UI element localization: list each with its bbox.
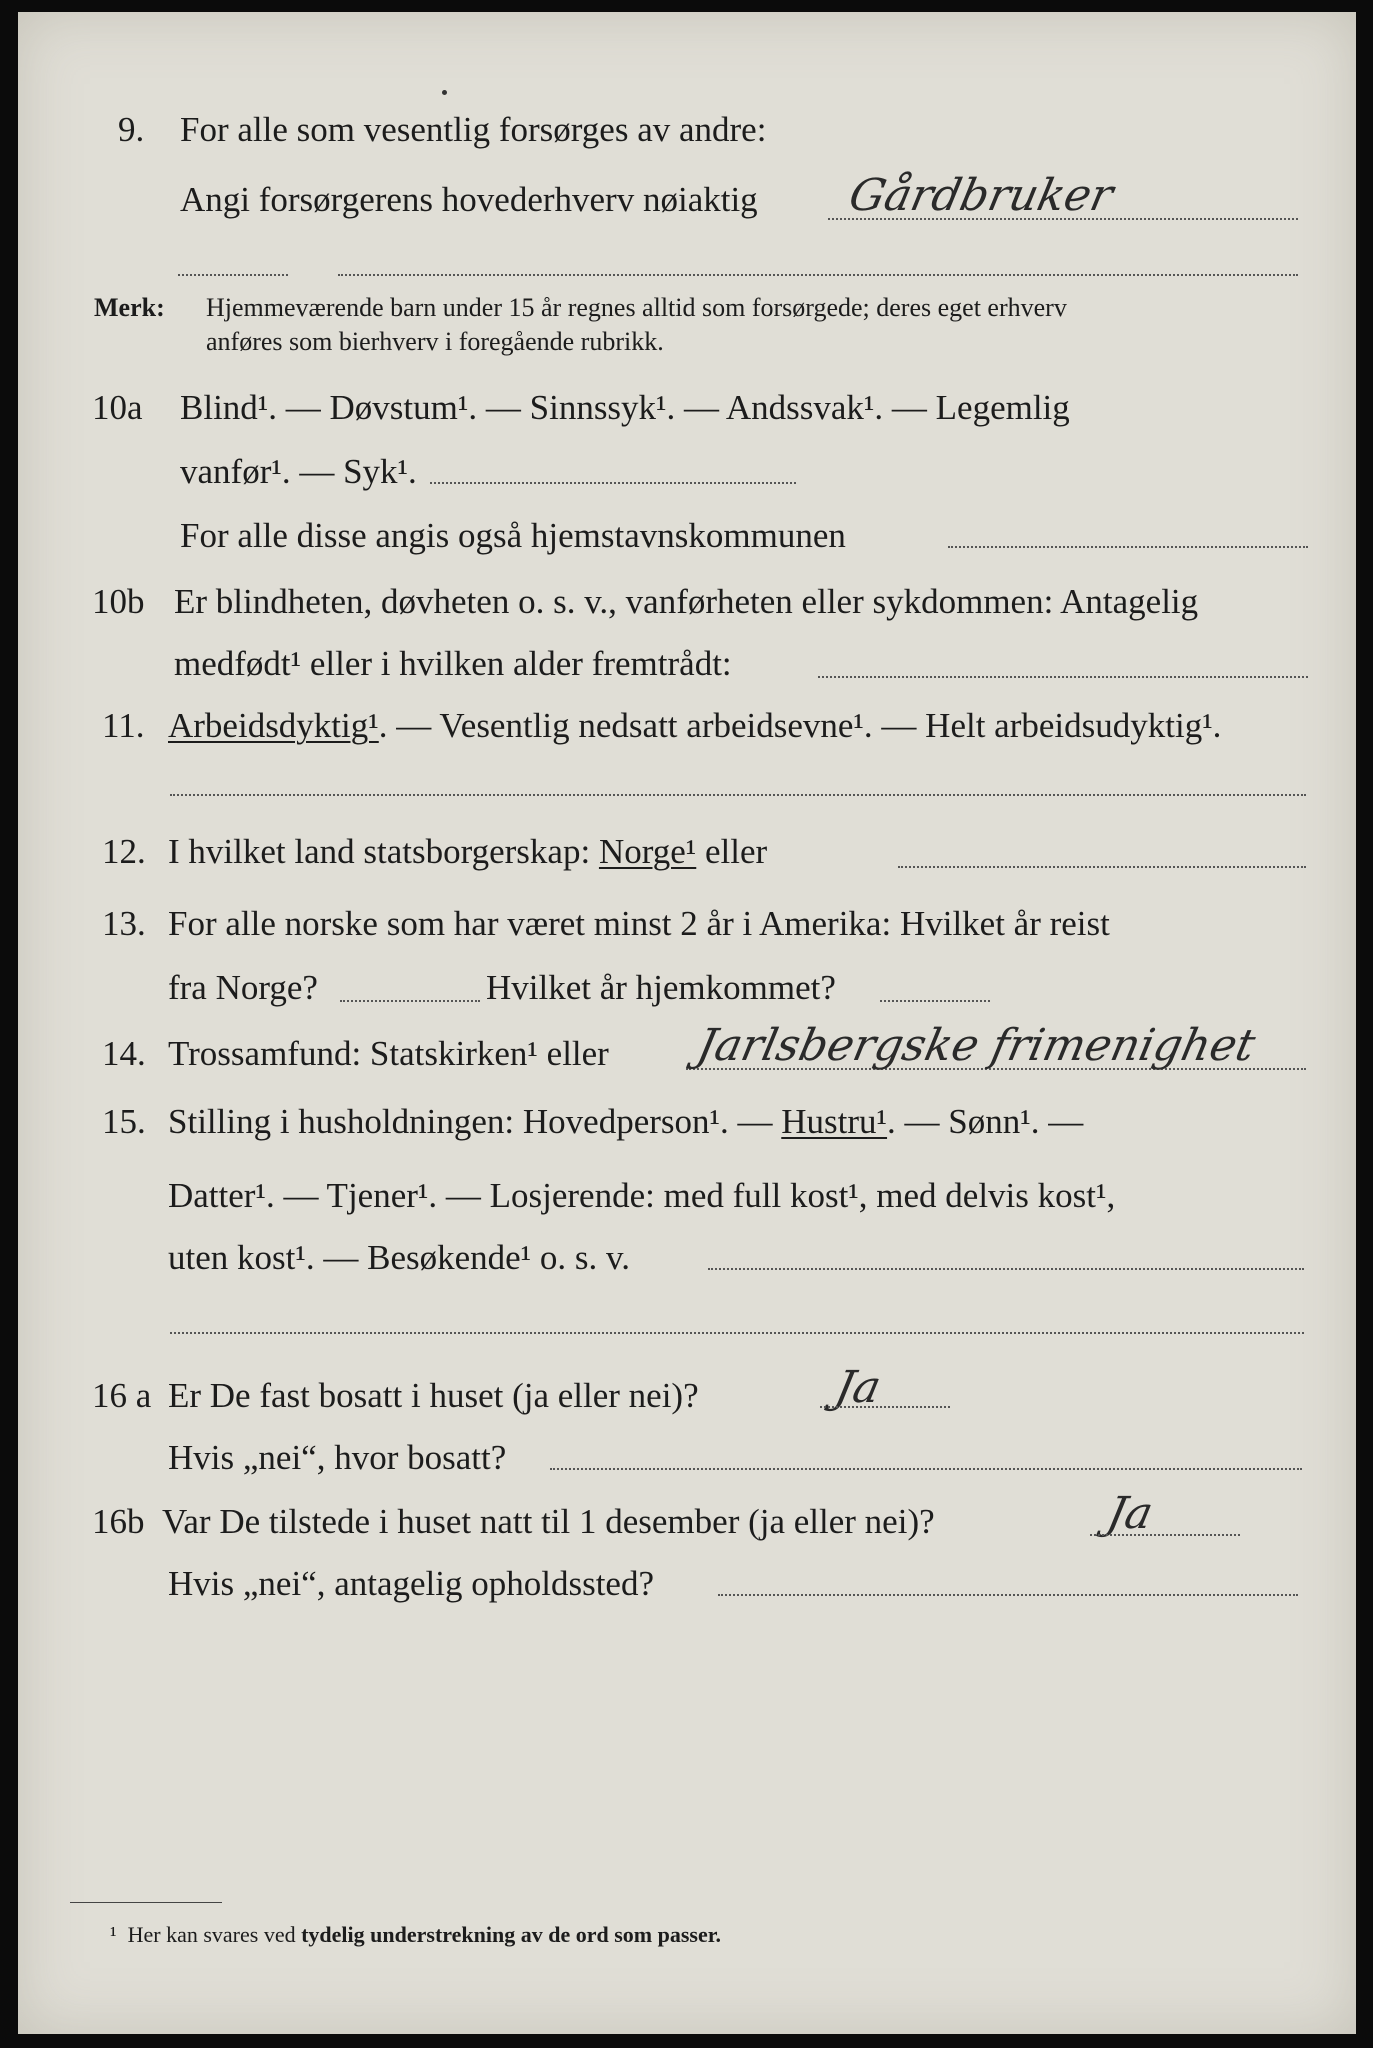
q11-answer-line: [170, 794, 1306, 796]
q16b-opholdssted-line: [718, 1594, 1298, 1596]
q9-handwritten-answer: Gårdbruker: [844, 170, 1118, 221]
footnote-pre: Her kan svares ved: [127, 1922, 296, 1947]
q12-number: 12.: [102, 832, 146, 871]
footnote-bold: tydelig understrekning av de ord som passer.: [301, 1922, 721, 1947]
q16b-line2: Hvis „nei“, antagelig opholdssted?: [168, 1564, 654, 1603]
q13-reist-line: [340, 1000, 480, 1002]
q13-number: 13.: [102, 904, 146, 943]
q15-line2: Datter¹. — Tjener¹. — Losjerende: med full kost¹, med delvis kost¹,: [168, 1176, 1116, 1215]
q16b-answer-line: [1090, 1534, 1240, 1536]
footnote: [110, 1922, 721, 1948]
q12-answer-line: [898, 866, 1306, 868]
q10b-number: 10b: [92, 582, 145, 621]
q16a-answer-line: [820, 1406, 950, 1408]
q13-hjemkommet-line: [880, 1000, 990, 1002]
q16b-handwritten-answer: Ja: [1102, 1488, 1158, 1539]
q13-line2b: Hvilket år hjemkommet?: [486, 968, 836, 1007]
q14-number: 14.: [102, 1034, 146, 1073]
q16a-number: 16 a: [92, 1376, 152, 1415]
q15-line3: uten kost¹. — Besøkende¹ o. s. v.: [168, 1238, 631, 1277]
q10a-number: 10a: [92, 388, 143, 427]
q15-underlined-option: Hustru¹: [781, 1102, 888, 1141]
q9-line1: For alle som vesentlig forsørges av andre:: [180, 110, 767, 149]
q10b-line1: Er blindheten, døvheten o. s. v., vanførheten eller sykdommen: Antagelig: [174, 582, 1199, 621]
q16b-line1: Var De tilstede i huset natt til 1 desember (ja eller nei)?: [162, 1502, 935, 1541]
q13-line2a: fra Norge?: [168, 968, 318, 1007]
q15-answer-line: [708, 1268, 1304, 1270]
q16a-line2: Hvis „nei“, hvor bosatt?: [168, 1438, 507, 1477]
census-form-page: [18, 12, 1356, 2034]
q10a-syk-line: [430, 482, 796, 484]
ink-dot: [442, 90, 447, 95]
q11-rest: . — Vesentlig nedsatt arbeidsevne¹. — Helt arbeidsudyktig¹.: [378, 706, 1222, 745]
q14-text: Trossamfund: Statskirken¹ eller: [168, 1034, 609, 1073]
q15-line1: [168, 1102, 1083, 1142]
footnote-mark: ¹: [110, 1922, 117, 1947]
merk-line1: Hjemmeværende barn under 15 år regnes alltid som forsørgede; deres eget erhverv: [206, 293, 1067, 322]
footnote-rule: [70, 1902, 222, 1903]
q10a-line2: vanfør¹. — Syk¹.: [180, 452, 417, 491]
merk-label: Merk:: [94, 293, 165, 322]
q15-line1b: . — Sønn¹. —: [887, 1102, 1084, 1141]
q10a-line3: For alle disse angis også hjemstavnskommunen: [180, 516, 846, 555]
q10a-kommune-line: [948, 546, 1308, 548]
q13-line1: For alle norske som har været minst 2 år i Amerika: Hvilket år reist: [168, 904, 1110, 943]
q9-number: 9.: [118, 110, 145, 149]
q11-text: [168, 706, 1221, 746]
q11-number: 11.: [102, 706, 145, 745]
q12-underlined-option: Norge¹: [598, 832, 697, 871]
q12-post: eller: [705, 832, 768, 871]
q15-number: 15.: [102, 1102, 146, 1141]
q16a-line1: Er De fast bosatt i huset (ja eller nei)?: [168, 1376, 699, 1415]
q16a-bosatt-line: [550, 1468, 1302, 1470]
q10b-age-line: [818, 676, 1308, 678]
q10b-line2: medfødt¹ eller i hvilken alder fremtrådt:: [174, 644, 732, 683]
q16a-handwritten-answer: Ja: [830, 1362, 886, 1413]
q9-line2: Angi forsørgerens hovederhverv nøiaktig: [180, 180, 758, 219]
q9-extra-line-a: [178, 274, 288, 276]
q15-extra-line: [170, 1332, 1304, 1334]
q11-underlined-option: Arbeidsdyktig¹: [168, 706, 379, 745]
q10a-line1: Blind¹. — Døvstum¹. — Sinnssyk¹. — Andssvak¹. — Legemlig: [180, 388, 1070, 427]
merk-line2: anføres som bierhverv i foregående rubrikk.: [206, 327, 664, 356]
q15-line1a: Stilling i husholdningen: Hovedperson¹. —: [168, 1102, 773, 1141]
q9-extra-line-b: [338, 274, 1298, 276]
q16b-number: 16b: [92, 1502, 145, 1541]
q12-pre: I hvilket land statsborgerskap:: [168, 832, 591, 871]
q12-text: [168, 832, 767, 872]
q14-handwritten-answer: Jarlsbergske frimenighet: [692, 1020, 1260, 1071]
